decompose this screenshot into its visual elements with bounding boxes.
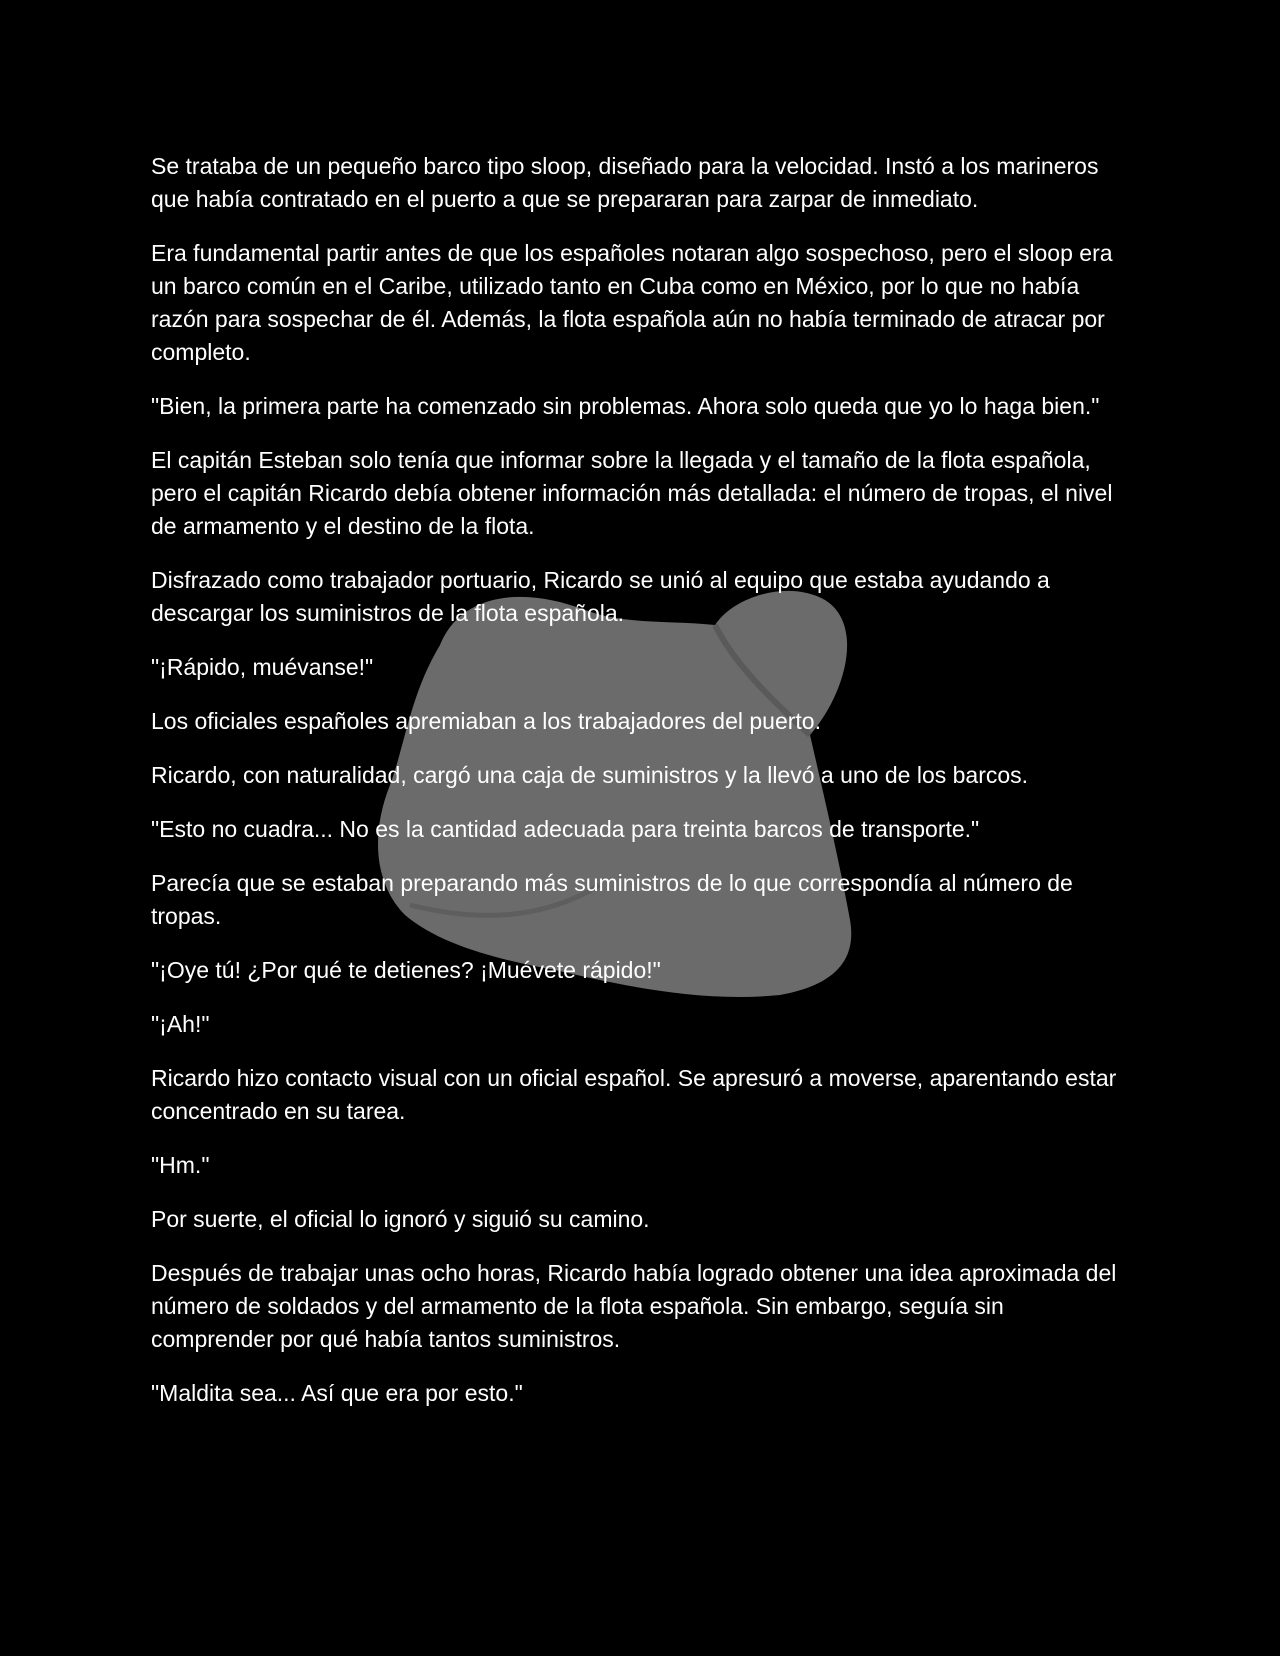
paragraph: El capitán Esteban solo tenía que informar sobre la llegada y el tamaño de la flota española, pero el capitán Ricardo debía obtener información más detallada: el número de tropas, el nivel de armamento y el destino de la flota. bbox=[151, 447, 1113, 539]
paragraph: "Bien, la primera parte ha comenzado sin problemas. Ahora solo queda que yo lo haga bien." bbox=[151, 393, 1100, 419]
paragraph: Parecía que se estaban preparando más suministros de lo que correspondía al número de tropas. bbox=[151, 870, 1073, 929]
paragraph: "¡Oye tú! ¿Por qué te detienes? ¡Muévete rápido!" bbox=[151, 957, 661, 983]
paragraph: Se trataba de un pequeño barco tipo sloop, diseñado para la velocidad. Instó a los marineros que había contratado en el puerto a que se prepararan para zarpar de inmediato. bbox=[151, 153, 1099, 212]
paragraph: "Maldita sea... Así que era por esto." bbox=[151, 1380, 523, 1406]
story-text bbox=[151, 150, 1131, 1431]
paragraph: Ricardo, con naturalidad, cargó una caja de suministros y la llevó a uno de los barcos. bbox=[151, 762, 1029, 788]
paragraph: Ricardo hizo contacto visual con un oficial español. Se apresuró a moverse, aparentando estar concentrado en su tarea. bbox=[151, 1065, 1117, 1124]
paragraph: Los oficiales españoles apremiaban a los trabajadores del puerto. bbox=[151, 708, 821, 734]
paragraph: "Hm." bbox=[151, 1152, 210, 1178]
paragraph: "¡Ah!" bbox=[151, 1011, 210, 1037]
paragraph: Disfrazado como trabajador portuario, Ricardo se unió al equipo que estaba ayudando a descargar los suministros de la flota española. bbox=[151, 567, 1050, 626]
paragraph: Era fundamental partir antes de que los españoles notaran algo sospechoso, pero el sloop era un barco común en el Caribe, utilizado tanto en Cuba como en México, por lo que no había razón para sospechar de él. Además, la flota española aún no había terminado de atracar por completo. bbox=[151, 240, 1113, 365]
paragraph: Por suerte, el oficial lo ignoró y siguió su camino. bbox=[151, 1206, 650, 1232]
paragraph: "¡Rápido, muévanse!" bbox=[151, 654, 374, 680]
paragraph: Después de trabajar unas ocho horas, Ricardo había logrado obtener una idea aproximada del número de soldados y del armamento de la flota española. Sin embargo, seguía sin comprender por qué había tantos suministros. bbox=[151, 1260, 1117, 1352]
paragraph: "Esto no cuadra... No es la cantidad adecuada para treinta barcos de transporte." bbox=[151, 816, 980, 842]
